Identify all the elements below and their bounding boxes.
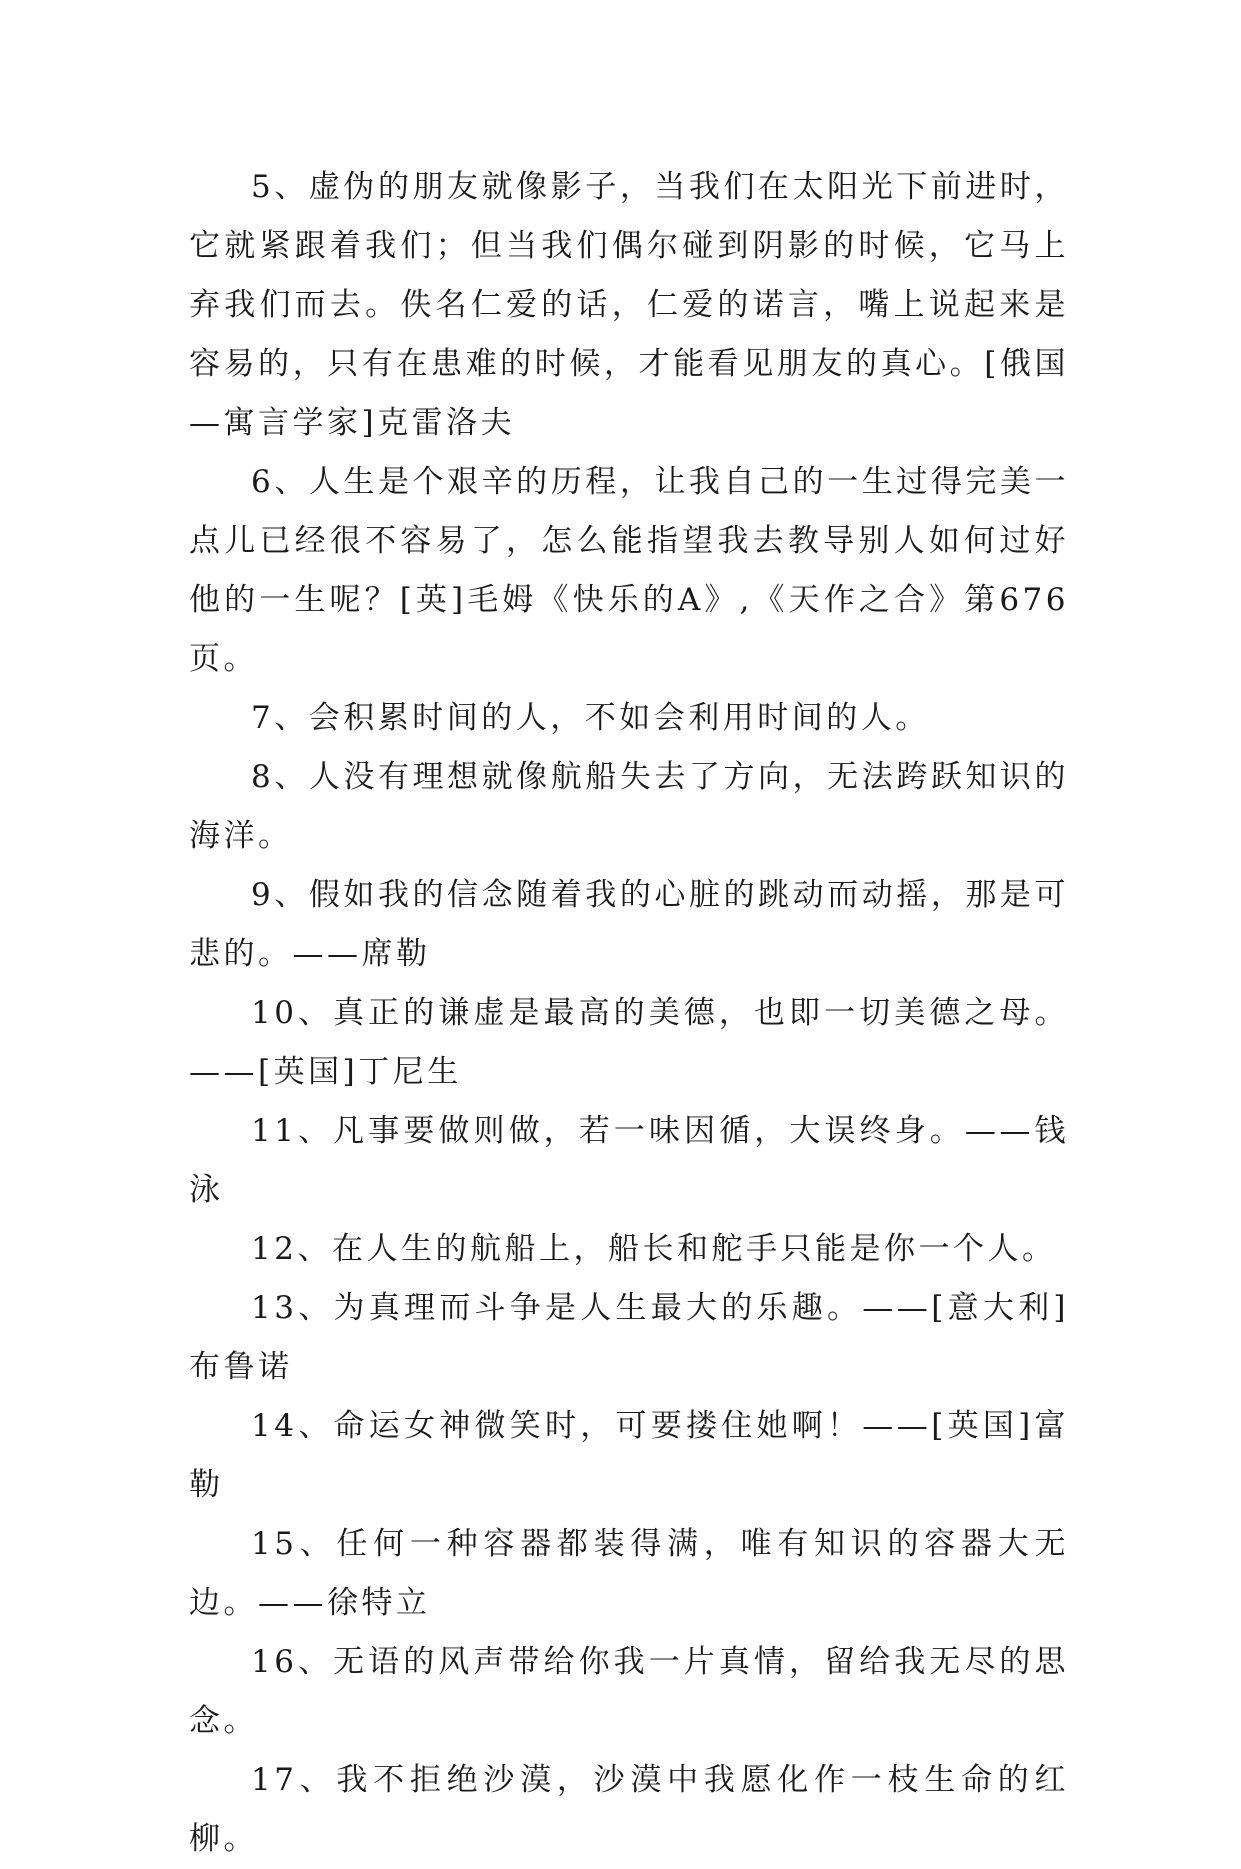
paragraph-10: 10、真正的谦虚是最高的美德，也即一切美德之母。——[英国]丁尼生 bbox=[189, 995, 1069, 1090]
paragraph-8: 8、人没有理想就像航船失去了方向，无法跨跃知识的海洋。 bbox=[189, 759, 1069, 854]
paragraph-12: 12、在人生的航船上，船长和舵手只能是你一个人。 bbox=[251, 1231, 1057, 1267]
paragraph-13: 13、为真理而斗争是人生最大的乐趣。——[意大利]布鲁诺 bbox=[189, 1290, 1069, 1385]
paragraph-15: 15、任何一种容器都装得满，唯有知识的容器大无边。——徐特立 bbox=[189, 1526, 1069, 1621]
paragraph-14: 14、命运女神微笑时，可要搂住她啊！——[英国]富勒 bbox=[189, 1408, 1069, 1503]
paragraph-11: 11、凡事要做则做，若一味因循，大误终身。——钱泳 bbox=[189, 1113, 1069, 1208]
paragraph-17: 17、我不拒绝沙漠，沙漠中我愿化作一枝生命的红柳。 bbox=[189, 1762, 1069, 1857]
paragraph-9: 9、假如我的信念随着我的心脏的跳动而动摇，那是可悲的。——席勒 bbox=[189, 877, 1069, 972]
document-body bbox=[189, 158, 1069, 1869]
paragraph-5: 5、虚伪的朋友就像影子，当我们在太阳光下前进时，它就紧跟着我们；但当我们偶尔碰到阴影的时候，它马上弃我们而去。佚名仁爱的话，仁爱的诺言，嘴上说起来是容易的，只有在患难的时候，才能看见朋友的真心。[俄国—寓言学家]克雷洛夫 bbox=[189, 169, 1069, 441]
paragraph-6: 6、人生是个艰辛的历程，让我自己的一生过得完美一点儿已经很不容易了，怎么能指望我去教导别人如何过好他的一生呢？[英]毛姆《快乐的A》,《天作之合》第676页。 bbox=[189, 464, 1069, 677]
paragraph-7: 7、会积累时间的人，不如会利用时间的人。 bbox=[251, 700, 930, 736]
paragraph-16: 16、无语的风声带给你我一片真情，留给我无尽的思念。 bbox=[189, 1644, 1069, 1739]
